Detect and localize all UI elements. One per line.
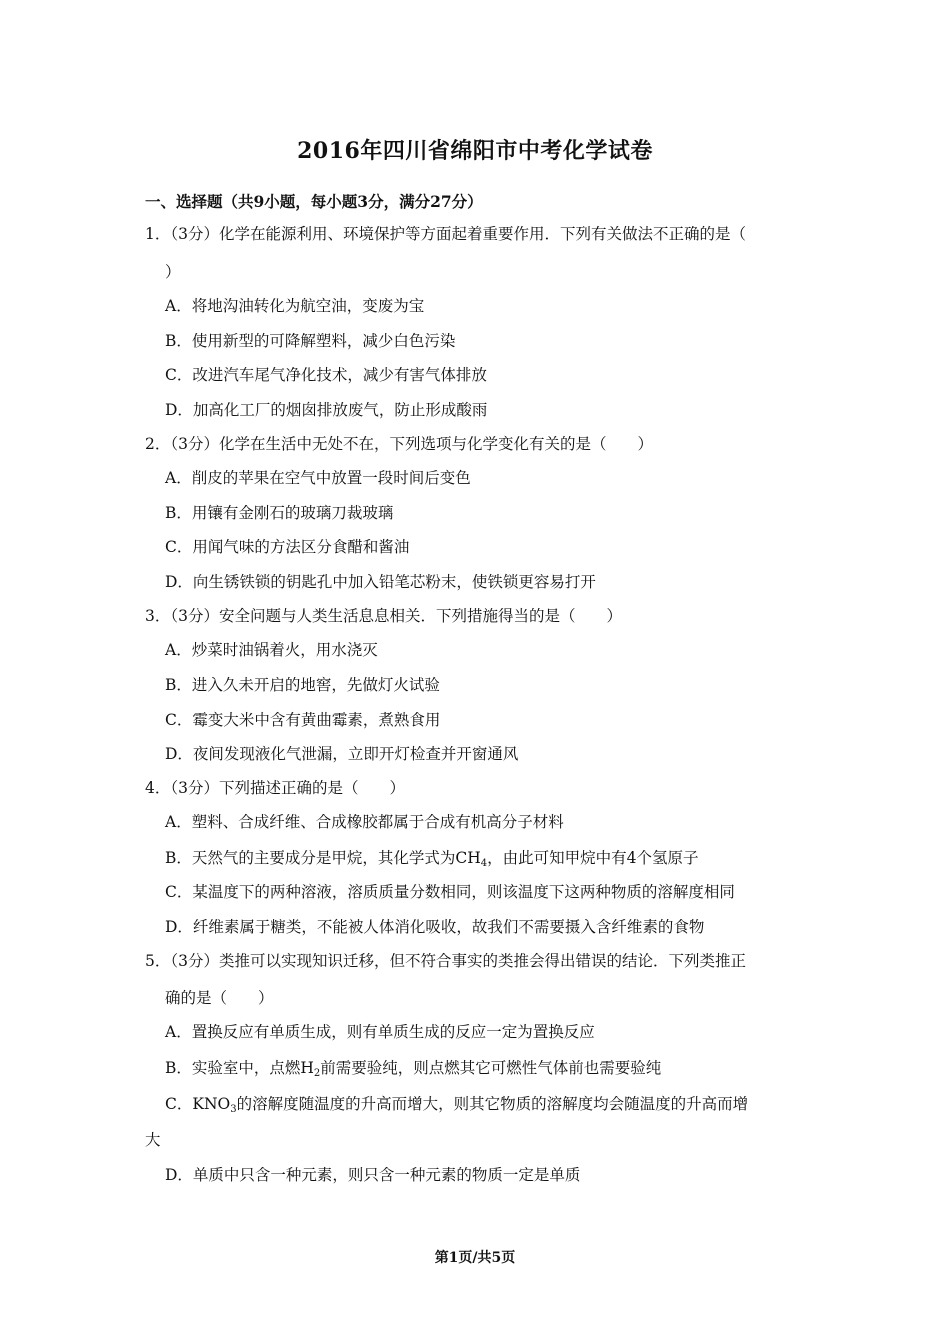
question-4-option-d: D．纤维素属于糖类，不能被人体消化吸收，故我们不需要摄入含纤维素的食物: [165, 918, 705, 936]
question-4-option-c: C．某温度下的两种溶液，溶质质量分数相同，则该温度下这两种物质的溶解度相同: [165, 883, 735, 901]
subscript: 3: [230, 1104, 237, 1115]
question-1-option-c: C．改进汽车尾气净化技术，减少有害气体排放: [165, 366, 487, 384]
section-heading: 一、选择题（共9小题，每小题3分，满分27分）: [145, 192, 483, 211]
question-3-option-a: A．炒菜时油锅着火，用水浇灭: [165, 641, 378, 659]
subscript: 4: [480, 858, 488, 869]
question-5-option-d: D．单质中只含一种元素，则只含一种元素的物质一定是单质: [165, 1166, 581, 1184]
question-2-option-b: B．用镶有金刚石的玻璃刀裁玻璃: [165, 504, 394, 522]
question-5-option-c: [165, 1092, 748, 1114]
question-5-stem: 5．（3分）类推可以实现知识迁移，但不符合事实的类推会得出错误的结论．下列类推正: [145, 952, 746, 970]
question-1-option-d: D．加高化工厂的烟囱排放废气，防止形成酸雨: [165, 401, 488, 419]
question-2-option-d: D．向生锈铁锁的钥匙孔中加入铅笔芯粉末，使铁锁更容易打开: [165, 573, 596, 591]
question-1-stem-continued: ）: [165, 263, 181, 281]
option-text: 的溶解度随温度的升高而增大，则其它物质的溶解度均会随温度的升高而增: [236, 1095, 749, 1113]
question-4-stem: 4．（3分）下列描述正确的是（ ）: [145, 779, 405, 797]
option-text: B．天然气的主要成分是甲烷，其化学式为CH: [165, 849, 481, 867]
option-text: 前需要验纯，则点燃其它可燃性气体前也需要验纯: [320, 1059, 662, 1077]
subscript: 2: [313, 1068, 321, 1079]
question-2-option-c: C．用闻气味的方法区分食醋和酱油: [165, 538, 410, 556]
question-2-stem: 2．（3分）化学在生活中无处不在，下列选项与化学变化有关的是（ ）: [145, 435, 653, 453]
document-title: 2016年四川省绵阳市中考化学试卷: [297, 138, 653, 164]
option-text: ，由此可知甲烷中有4个氢原子: [487, 849, 699, 867]
question-4-option-b: [165, 846, 699, 868]
option-text: B．实验室中，点燃H: [165, 1059, 314, 1077]
question-5-stem-continued: 确的是（ ）: [165, 989, 274, 1007]
question-5-option-b: [165, 1056, 661, 1078]
question-1-option-a: A．将地沟油转化为航空油，变废为宝: [165, 297, 425, 315]
question-3-option-d: D．夜间发现液化气泄漏，立即开灯检查并开窗通风: [165, 745, 519, 763]
question-1-stem: 1．（3分）化学在能源利用、环境保护等方面起着重要作用．下列有关做法不正确的是（: [145, 225, 746, 243]
question-3-option-b: B．进入久未开启的地窖，先做灯火试验: [165, 676, 440, 694]
question-3-stem: 3．（3分）安全问题与人类生活息息相关．下列措施得当的是（ ）: [145, 607, 622, 625]
question-3-option-c: C．霉变大米中含有黄曲霉素，煮熟食用: [165, 711, 441, 729]
question-5-option-c-continued: 大: [145, 1131, 161, 1149]
question-4-option-a: A．塑料、合成纤维、合成橡胶都属于合成有机高分子材料: [165, 813, 564, 831]
question-1-option-b: B．使用新型的可降解塑料，减少白色污染: [165, 332, 456, 350]
page-number-footer: 第1页/共5页: [434, 1250, 516, 1266]
question-5-option-a: A．置换反应有单质生成，则有单质生成的反应一定为置换反应: [165, 1023, 595, 1041]
question-2-option-a: A．削皮的苹果在空气中放置一段时间后变色: [165, 469, 471, 487]
option-text: C．KNO: [165, 1095, 231, 1113]
